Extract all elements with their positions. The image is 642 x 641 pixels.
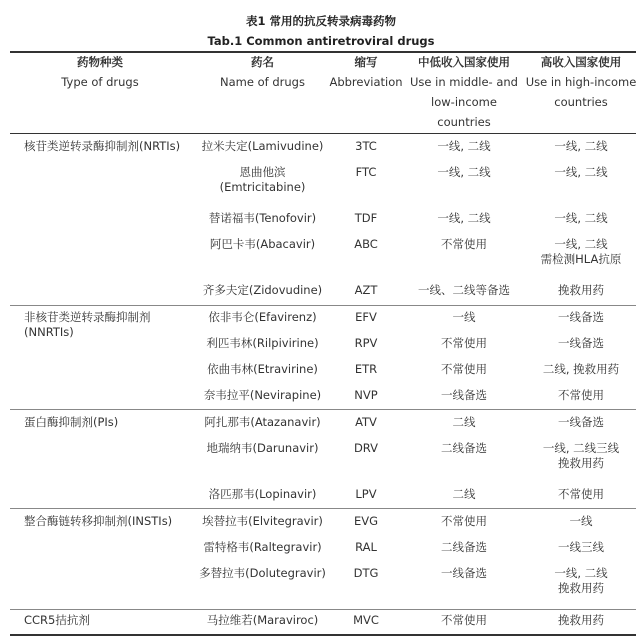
high-income-use-cell bbox=[522, 441, 640, 471]
high-income-use-cell-line: 一线, 二线 bbox=[554, 139, 608, 153]
drug-type-cell-line: 非核苷类逆转录酶抑制剂 bbox=[24, 310, 151, 324]
high-income-use-cell bbox=[522, 613, 640, 628]
high-income-use-cell-line: 挽救用药 bbox=[558, 283, 604, 297]
mid-income-use-cell-line: 二线 bbox=[452, 487, 476, 501]
mid-income-use-cell bbox=[405, 487, 523, 502]
drug-name-cell-line: 奈韦拉平(Nevirapine) bbox=[203, 388, 322, 402]
abbreviation-cell: FTC bbox=[355, 165, 377, 179]
mid-income-use-cell-line: 一线 bbox=[452, 310, 476, 324]
drug-type-cell-line: 蛋白酶抑制剂(PIs) bbox=[24, 415, 119, 429]
mid-income-use-cell bbox=[405, 388, 523, 403]
high-income-use-cell-line: 一线, 二线 bbox=[554, 165, 608, 179]
mid-income-use-cell-line: 一线备选 bbox=[441, 566, 487, 580]
drug-name-cell bbox=[195, 566, 330, 581]
drug-name-cell bbox=[195, 487, 330, 502]
mid-income-use-cell-line: 一线, 二线 bbox=[437, 211, 491, 225]
high-income-use-cell bbox=[522, 362, 640, 377]
drug-type-cell-line: 整合酶链转移抑制剂(INSTIs) bbox=[24, 514, 173, 528]
drug-name-cell bbox=[195, 540, 330, 555]
high-income-use-cell-line: 挽救用药 bbox=[558, 581, 604, 595]
drug-name-cell-line: 齐多夫定(Zidovudine) bbox=[202, 283, 323, 297]
abbreviation-cell: RAL bbox=[355, 540, 377, 554]
mid-income-use-cell-line: 二线备选 bbox=[441, 540, 487, 554]
drug-type-cell-line: (NNRTIs) bbox=[24, 325, 74, 339]
mid-income-use-cell bbox=[405, 362, 523, 377]
drug-name-cell-line: 利匹韦林(Rilpivirine) bbox=[206, 336, 319, 350]
high-income-use-cell-line: 一线, 二线 bbox=[554, 237, 608, 251]
bottom-rule bbox=[10, 634, 636, 636]
mid-income-use-cell bbox=[405, 415, 523, 430]
mid-income-use-cell bbox=[405, 283, 523, 298]
high-income-use-cell bbox=[522, 566, 640, 596]
mid-income-use-cell-line: 二线备选 bbox=[441, 441, 487, 455]
drug-name-cell-line: 洛匹那韦(Lopinavir) bbox=[208, 487, 317, 501]
mid-income-use-cell-line: 不常使用 bbox=[441, 362, 487, 376]
abbreviation-cell: DRV bbox=[353, 441, 379, 455]
abbreviation-cell: ABC bbox=[354, 237, 378, 251]
mid-income-use-cell-line: 一线, 二线 bbox=[437, 139, 491, 153]
drug-name-cell-line: 阿扎那韦(Atazanavir) bbox=[204, 415, 321, 429]
high-income-use-cell bbox=[522, 415, 640, 430]
high-income-use-cell bbox=[522, 211, 640, 226]
drug-name-cell bbox=[195, 237, 330, 252]
abbreviation-cell: 3TC bbox=[355, 139, 377, 153]
drug-name-cell bbox=[195, 165, 330, 195]
table-title-cn: 表1 常用的抗反转录病毒药物 bbox=[245, 14, 396, 28]
drug-type-cell-line: CCR5拮抗剂 bbox=[24, 613, 90, 627]
mid-income-use-cell-line: 不常使用 bbox=[441, 514, 487, 528]
high-income-use-cell bbox=[522, 388, 640, 403]
group-separator bbox=[10, 508, 636, 509]
high-income-use-cell-line: 一线备选 bbox=[558, 336, 604, 350]
drug-name-cell bbox=[195, 139, 330, 154]
header-abbr: 缩写 Abbreviation bbox=[329, 55, 403, 89]
drug-name-cell bbox=[195, 613, 330, 628]
group-separator bbox=[10, 609, 636, 610]
abbreviation-cell: MVC bbox=[353, 613, 379, 627]
drug-name-cell bbox=[195, 336, 330, 351]
drug-name-cell-line: 雷特格韦(Raltegravir) bbox=[203, 540, 322, 554]
mid-income-use-cell bbox=[405, 540, 523, 555]
mid-income-use-cell-line: 不常使用 bbox=[441, 237, 487, 251]
mid-income-use-cell bbox=[405, 514, 523, 529]
high-income-use-cell bbox=[522, 336, 640, 351]
table-title-en: Tab.1 Common antiretroviral drugs bbox=[207, 34, 435, 48]
mid-income-use-cell-line: 一线备选 bbox=[441, 388, 487, 402]
mid-income-use-cell bbox=[405, 237, 523, 252]
abbreviation-cell: LPV bbox=[355, 487, 377, 501]
drug-name-cell-line: 多替拉韦(Dolutegravir) bbox=[199, 566, 326, 580]
high-income-use-cell bbox=[522, 139, 640, 154]
header-mid-income: 中低收入国家使用 Use in middle- and low-income countries bbox=[410, 55, 518, 129]
mid-income-use-cell bbox=[405, 310, 523, 325]
high-income-use-cell bbox=[522, 514, 640, 529]
mid-income-use-cell-line: 不常使用 bbox=[441, 613, 487, 627]
drug-name-cell-line: 阿巴卡韦(Abacavir) bbox=[209, 237, 316, 251]
abbreviation-cell: AZT bbox=[354, 283, 378, 297]
high-income-use-cell-line: 一线, 二线三线 bbox=[542, 441, 620, 455]
high-income-use-cell-line: 一线 bbox=[569, 514, 593, 528]
mid-income-use-cell-line: 二线 bbox=[452, 415, 476, 429]
mid-income-use-cell bbox=[405, 165, 523, 180]
high-income-use-cell-line: 不常使用 bbox=[558, 388, 604, 402]
high-income-use-cell bbox=[522, 540, 640, 555]
drug-type-cell bbox=[24, 139, 190, 154]
drug-name-cell-line: 马拉维若(Maraviroc) bbox=[206, 613, 319, 627]
drug-name-cell bbox=[195, 415, 330, 430]
drug-name-cell bbox=[195, 310, 330, 325]
mid-income-use-cell bbox=[405, 211, 523, 226]
drug-name-cell bbox=[195, 441, 330, 456]
header-name: 药名 Name of drugs bbox=[220, 55, 305, 89]
abbreviation-cell: ATV bbox=[355, 415, 377, 429]
mid-income-use-cell bbox=[405, 441, 523, 456]
high-income-use-cell-line: 不常使用 bbox=[558, 487, 604, 501]
mid-income-use-cell-line: 一线、二线等备选 bbox=[418, 283, 510, 297]
drug-name-cell-line: (Emtricitabine) bbox=[219, 180, 306, 194]
abbreviation-cell: ETR bbox=[354, 362, 378, 376]
drug-name-cell bbox=[195, 388, 330, 403]
drug-name-cell-line: 埃替拉韦(Elvitegravir) bbox=[202, 514, 323, 528]
drug-type-cell bbox=[24, 514, 190, 529]
abbreviation-cell: NVP bbox=[354, 388, 378, 402]
high-income-use-cell-line: 一线, 二线 bbox=[554, 211, 608, 225]
drug-name-cell bbox=[195, 211, 330, 226]
high-income-use-cell bbox=[522, 487, 640, 502]
drug-name-cell bbox=[195, 362, 330, 377]
mid-income-use-cell-line: 不常使用 bbox=[441, 336, 487, 350]
drug-name-cell bbox=[195, 283, 330, 298]
mid-income-use-cell bbox=[405, 139, 523, 154]
drug-name-cell-line: 依非韦仑(Efavirenz) bbox=[208, 310, 317, 324]
mid-income-use-cell bbox=[405, 566, 523, 581]
drug-type-cell-line: 核苷类逆转录酶抑制剂(NRTIs) bbox=[24, 139, 181, 153]
high-income-use-cell bbox=[522, 310, 640, 325]
abbreviation-cell: EVG bbox=[353, 514, 379, 528]
mid-income-use-cell-line: 一线, 二线 bbox=[437, 165, 491, 179]
drug-type-cell bbox=[24, 415, 190, 430]
abbreviation-cell: RPV bbox=[354, 336, 378, 350]
header-type: 药物种类 Type of drugs bbox=[61, 55, 139, 89]
drug-name-cell-line: 恩曲他滨 bbox=[239, 165, 286, 179]
abbreviation-cell: DTG bbox=[353, 566, 379, 580]
drug-type-cell bbox=[24, 613, 190, 628]
drug-name-cell-line: 地瑞纳韦(Darunavir) bbox=[206, 441, 319, 455]
mid-income-use-cell bbox=[405, 613, 523, 628]
mid-income-use-cell bbox=[405, 336, 523, 351]
high-income-use-cell bbox=[522, 165, 640, 180]
group-separator bbox=[10, 409, 636, 410]
high-income-use-cell bbox=[522, 283, 640, 298]
high-income-use-cell-line: 挽救用药 bbox=[558, 613, 604, 627]
high-income-use-cell-line: 一线备选 bbox=[558, 415, 604, 429]
drug-name-cell-line: 依曲韦林(Etravirine) bbox=[207, 362, 318, 376]
high-income-use-cell-line: 一线, 二线 bbox=[554, 566, 608, 580]
drug-type-cell bbox=[24, 310, 190, 340]
drug-name-cell-line: 拉米夫定(Lamivudine) bbox=[201, 139, 324, 153]
abbreviation-cell: EFV bbox=[355, 310, 377, 324]
high-income-use-cell-line: 需检测HLA抗原 bbox=[540, 252, 622, 266]
high-income-use-cell bbox=[522, 237, 640, 267]
high-income-use-cell-line: 二线, 挽救用药 bbox=[542, 362, 620, 376]
drug-name-cell-line: 替诺福韦(Tenofovir) bbox=[208, 211, 317, 225]
header-rule bbox=[10, 133, 636, 134]
high-income-use-cell-line: 一线三线 bbox=[558, 540, 604, 554]
abbreviation-cell: TDF bbox=[354, 211, 378, 225]
header-high-income: 高收入国家使用 Use in high-income countries bbox=[525, 55, 637, 109]
high-income-use-cell-line: 一线备选 bbox=[558, 310, 604, 324]
group-separator bbox=[10, 305, 636, 306]
drug-name-cell bbox=[195, 514, 330, 529]
high-income-use-cell-line: 挽救用药 bbox=[558, 456, 604, 470]
